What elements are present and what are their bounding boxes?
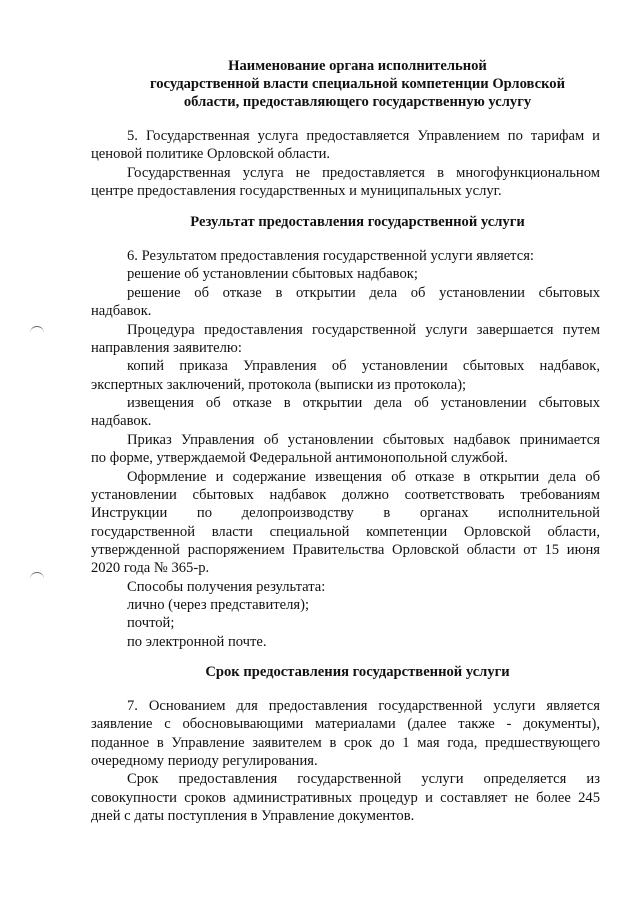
paragraph-line: ценовой политике Орловской области. <box>91 146 331 162</box>
list-item: лично (через представителя); <box>127 597 310 613</box>
paragraph-line: 7. Основанием для предоставления государственной услуги является <box>127 698 600 714</box>
list-item: почтой; <box>127 615 175 631</box>
paragraph-line: совокупности сроков административных процедур и составляет не более 245 <box>91 790 600 806</box>
paragraph-line: очередному периоду регулирования. <box>91 753 318 769</box>
paragraph-line: по форме, утверждаемой Федеральной антимонопольной службой. <box>91 450 508 466</box>
punch-hole-mark <box>30 326 44 333</box>
paragraph-line: Оформление и содержание извещения об отказе в открытии дела об <box>127 469 600 485</box>
list-item: по электронной почте. <box>127 634 267 650</box>
paragraph-line: Государственная услуга не предоставляется в многофункциональном <box>127 165 600 181</box>
paragraph-line: надбавок. <box>91 303 152 319</box>
list-item: решение об установлении сбытовых надбавок; <box>127 266 418 282</box>
paragraph-line: государственной власти специальной компетенции Орловской области, <box>91 524 600 540</box>
paragraph-line: Процедура предоставления государственной услуги завершается путем <box>127 322 600 338</box>
paragraph-line: Способы получения результата: <box>127 579 326 595</box>
paragraph-line: Инструкции по делопроизводству в органах исполнительной <box>91 505 600 521</box>
paragraph-line: 6. Результатом предоставления государственной услуги является: <box>127 248 534 264</box>
paragraph-line: Срок предоставления государственной услуги определяется из <box>127 771 600 787</box>
paragraph-line: Приказ Управления об установлении сбытовых надбавок принимается <box>127 432 600 448</box>
paragraph-line: поданное в Управление заявителем в срок до 1 мая года, предшествующего <box>91 735 600 751</box>
section-heading-authority-line-1: Наименование органа исполнительной <box>228 58 487 74</box>
list-item: решение об отказе в открытии дела об установлении сбытовых <box>127 285 600 301</box>
paragraph-line: 5. Государственная услуга предоставляется Управлением по тарифам и <box>127 128 600 144</box>
paragraph-line: утвержденной распоряжением Правительства Орловской области от 15 июня <box>91 542 600 558</box>
paragraph-line: установлении сбытовых надбавок должно соответствовать требованиям <box>91 487 600 503</box>
paragraph-line: 2020 года № 365-р. <box>91 560 210 576</box>
section-heading-authority-line-3: области, предоставляющего государственную услугу <box>183 94 532 110</box>
section-heading-result: Результат предоставления государственной услуги <box>190 214 525 230</box>
list-item: извещения об отказе в открытии дела об установлении сбытовых <box>127 395 600 411</box>
list-item: копий приказа Управления об установлении сбытовых надбавок, <box>127 358 600 374</box>
paragraph-line: экспертных заключений, протокола (выписки из протокола); <box>91 377 467 393</box>
paragraph-line: надбавок. <box>91 413 152 429</box>
section-heading-term: Срок предоставления государственной услуги <box>205 664 510 680</box>
paragraph-line: центре предоставления государственных и муниципальных услуг. <box>91 183 502 199</box>
paragraph-line: заявление с обосновывающими материалами (далее также - документы), <box>91 716 600 732</box>
punch-hole-mark <box>30 572 44 579</box>
paragraph-line: дней с даты поступления в Управление документов. <box>91 808 415 824</box>
paragraph-line: направления заявителю: <box>91 340 242 356</box>
section-heading-authority-line-2: государственной власти специальной компетенции Орловской <box>149 76 566 92</box>
